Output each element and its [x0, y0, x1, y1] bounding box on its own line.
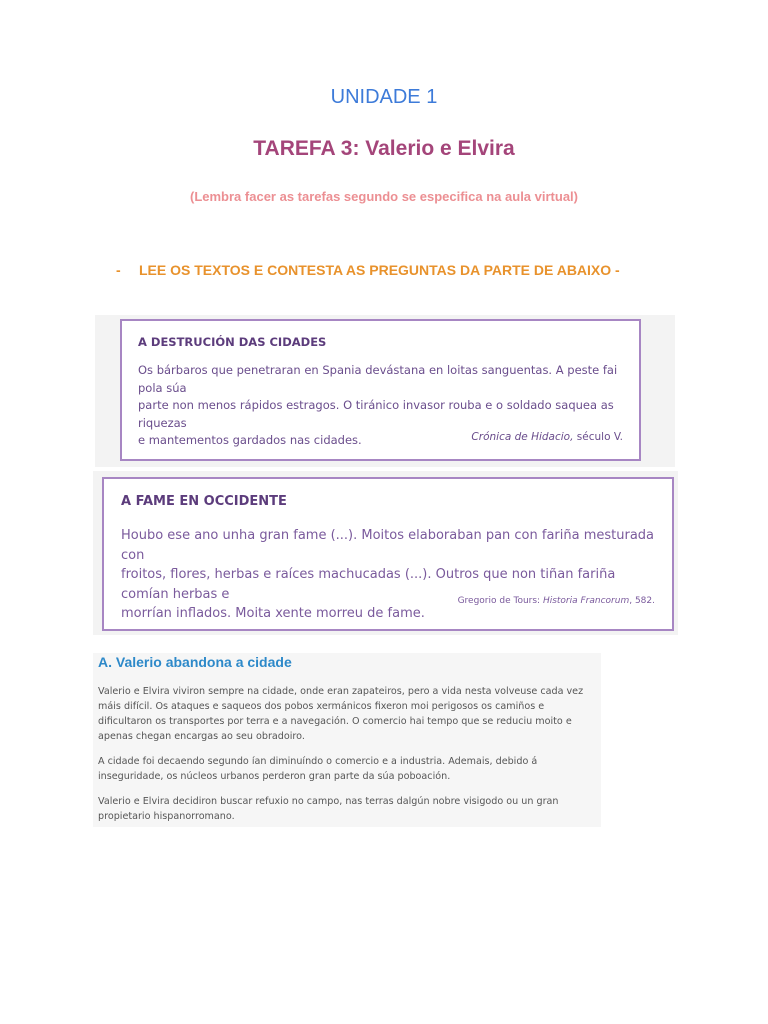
unit-heading: UNIDADE 1 — [330, 86, 438, 108]
section-a-panel — [93, 653, 601, 827]
excerpt-2-source-rest: , 582. — [629, 596, 655, 606]
excerpt-2-body — [121, 526, 661, 624]
excerpt-destrucion-box — [120, 319, 641, 461]
excerpt-1-line: parte non menos rápidos estragos. O tiránico invasor rouba e o soldado saquea as riquezas — [138, 398, 614, 430]
excerpt-2-source-author: Gregorio de Tours: — [457, 596, 543, 606]
excerpt-2-title: A FAME EN OCCIDENTE — [121, 494, 287, 509]
excerpt-2-source — [458, 596, 655, 606]
excerpt-2-line: froitos, flores, herbas e raíces machucadas (...). Outros que non tiñan fariña comían herbas e — [121, 567, 616, 602]
excerpt-2-source-work: Historia Francorum — [542, 596, 630, 606]
excerpt-1-source — [471, 431, 623, 443]
excerpt-1-line: Os bárbaros que penetraran en Spania devástana en loitas sanguentas. A peste fai pola súa — [138, 363, 618, 395]
excerpt-2-line: morrían inflados. Moita xente morreu de fame. — [121, 606, 425, 621]
excerpt-1-title: A DESTRUCIÓN DAS CIDADES — [138, 335, 327, 349]
excerpt-1-source-work: Crónica de Hidacio, — [471, 431, 574, 443]
instruction-line — [116, 262, 620, 278]
section-a-title: A. Valerio abandona a cidade — [98, 654, 292, 670]
excerpt-1-source-rest: século V. — [573, 431, 623, 443]
instruction-bullet: - — [116, 262, 121, 278]
excerpt-1-line: e mantementos gardados nas cidades. — [138, 433, 362, 447]
instruction-text: LEE OS TEXTOS E CONTESTA AS PREGUNTAS DA PARTE DE ABAIXO - — [139, 262, 620, 278]
section-a-paragraph: Valerio e Elvira viviron sempre na cidade, onde eran zapateiros, pero a vida nesta volveuse cada vez máis difícil. Os ataques e saqueos dos pobos xermánicos fixeron moi perigosos os camiños e dificultaron os transportes por terra e a navegación. O comercio hai tempo que se reduciu moito e apenas chegan encargas ao seu obradoiro. — [98, 686, 584, 742]
task-title: TAREFA 3: Valerio e Elvira — [253, 137, 515, 160]
reminder-note: (Lembra facer as tarefas segundo se especifica na aula virtual) — [190, 189, 578, 204]
excerpt-fame-box — [102, 477, 674, 631]
section-a-paragraph: A cidade foi decaendo segundo ían diminuíndo o comercio e a industria. Ademais, debido á inseguridade, os núcleos urbanos perderon gran parte da súa poboación. — [98, 756, 538, 782]
section-a-paragraph: Valerio e Elvira decidiron buscar refuxio no campo, nas terras dalgún nobre visigodo ou un gran propietario hispanorromano. — [98, 796, 559, 822]
excerpt-2-line: Houbo ese ano unha gran fame (...). Moitos elaboraban pan con fariña mesturada con — [121, 528, 655, 563]
